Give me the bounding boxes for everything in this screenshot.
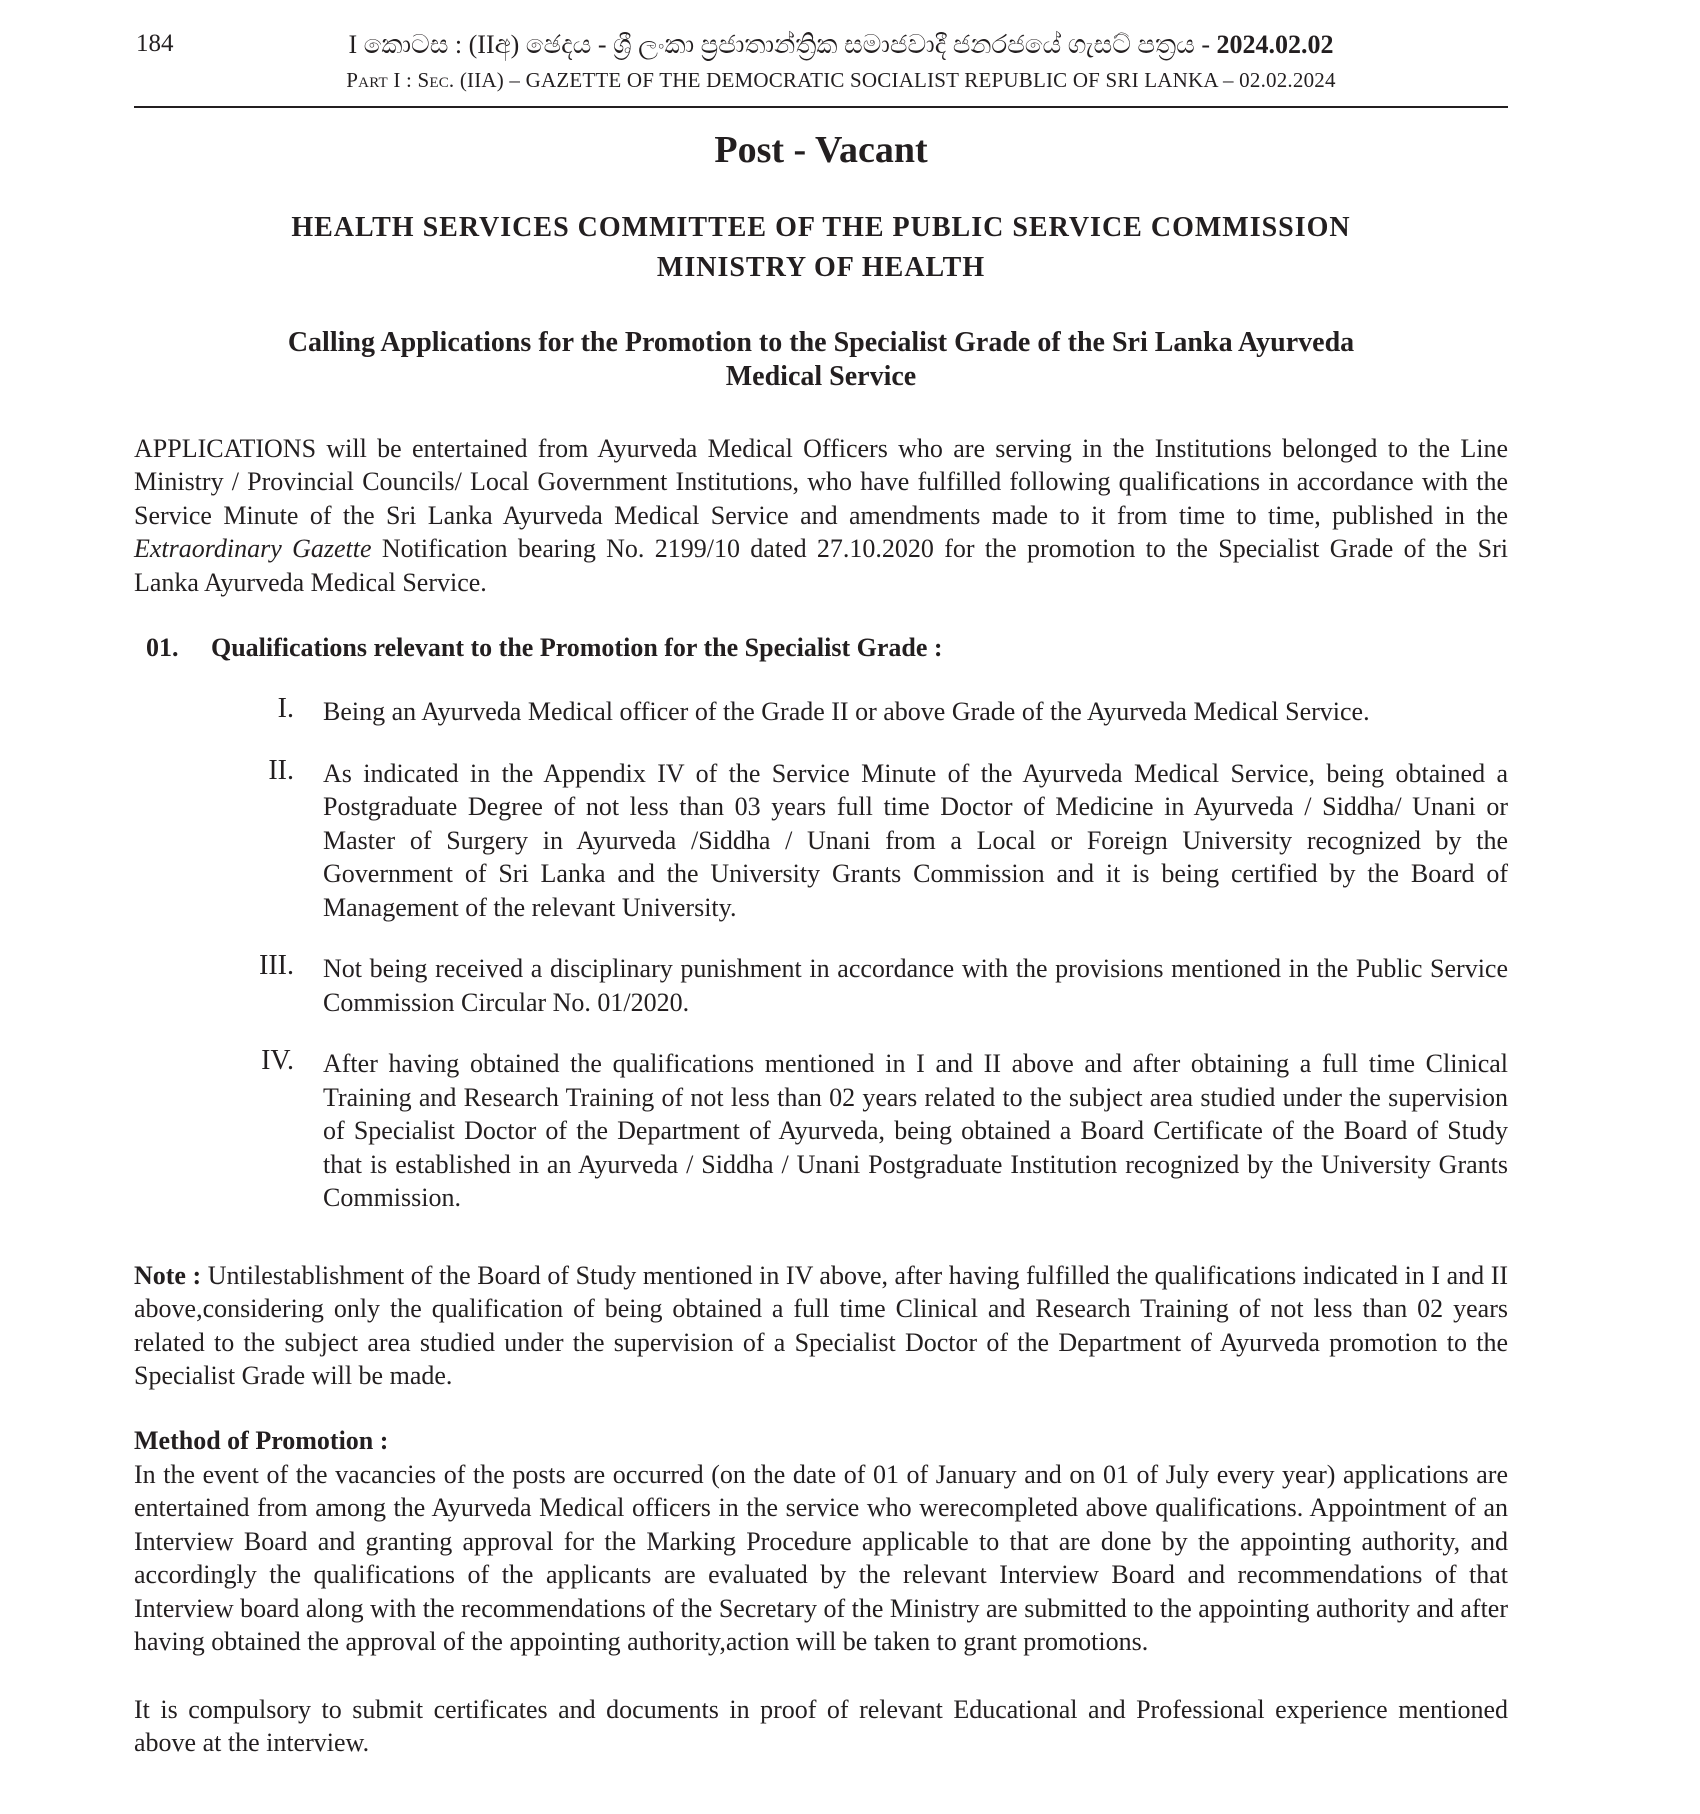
compulsory-paragraph: It is compulsory to submit certificates and documents in proof of relevant Educational and Professional experience mentioned above at the interview.	[134, 1694, 1508, 1758]
committee-line-2: MINISTRY OF HEALTH	[656, 251, 986, 283]
page-number: 184	[136, 30, 174, 57]
section-title: Qualifications relevant to the Promotion for the Specialist Grade :	[211, 633, 943, 663]
committee-line-1: HEALTH SERVICES COMMITTEE OF THE PUBLIC SERVICE COMMISSION	[291, 211, 1351, 243]
item-text: Not being received a disciplinary punishment in accordance with the provisions mentioned in the Public Service Commission Circular No. 01/2020.	[323, 954, 1508, 1017]
item-text: Being an Ayurveda Medical officer of the Grade II or above Grade of the Ayurveda Medical Service.	[323, 697, 1370, 727]
note-label: Note :	[134, 1260, 202, 1290]
note-paragraph	[134, 1259, 1508, 1393]
sinhala-title: I කොටස : (IIඅ) ඡෙදය - ශ්‍රී ලංකා ප්‍රජාතාන්ත්‍රික සමාජවාදී ජනරජයේ ගැසට් පත්‍රය -	[348, 30, 1210, 59]
qualification-list	[134, 695, 1508, 1215]
list-item	[134, 695, 1508, 729]
list-item	[134, 1047, 1508, 1215]
sinhala-header	[134, 30, 1508, 61]
method-paragraph: In the event of the vacancies of the posts are occurred (on the date of 01 of January and on 01 of July every year) applications are entertained from among the Ayurveda Medical officers in the service who werecompleted above qualifications. Appointment of an Interview Board and granting approval for the Marking Procedure applicable to that are done by the appointing authority, and accordingly the qualifications of the applicants are evaluated by the relevant Interview Board and recommendations of that Interview board along with the recommendations of the Secretary of the Ministry are submitted to the appointing authority and after having obtained the approval of the appointing authority,action will be taken to grant promotions.	[134, 1459, 1508, 1657]
item-numeral: II.	[268, 754, 294, 786]
gazette-page	[134, 0, 1508, 1760]
method-heading: Method of Promotion :	[134, 1425, 389, 1455]
english-header	[134, 68, 1508, 93]
list-item	[134, 952, 1508, 1019]
qualifications-heading	[134, 631, 1508, 665]
header-gazette-title: (IIA) – GAZETTE OF THE DEMOCRATIC SOCIALIST REPUBLIC OF SRI LANKA – 02.02.2024	[459, 68, 1336, 92]
item-text: After having obtained the qualifications mentioned in I and II above and after obtaining a full time Clinical Training and Research Training of not less than 02 years related to the subject area studied under the supervision of Specialist Doctor of the Department of Ayurveda, being obtained a Board Certificate of the Board of Study that is established in an Ayurveda / Siddha / Unani Postgraduate Institution recognized by the University Grants Commission.	[323, 1049, 1508, 1213]
intro-text-1: APPLICATIONS will be entertained from Ayurveda Medical Officers who are serving in the Institutions belonged to the Line Ministry / Provincial Councils/ Local Government Institutions, who have fulfilled following qualifications in accordance with the Service Minute of the Sri Lanka Ayurveda Medical Service and amendments made to it from time to time, published in the	[134, 433, 1508, 530]
sinhala-date: 2024.02.02	[1216, 30, 1334, 59]
note-text: Untilestablishment of the Board of Study mentioned in IV above, after having fulfilled the qualifications indicated in I and II above,considering only the qualification of being obtained a full time Clinical and Research Training of not less than 02 years related to the subject area studied under the supervision of a Specialist Doctor of the Department of Ayurveda promotion to the Specialist Grade will be made.	[134, 1260, 1509, 1391]
list-item	[134, 754, 1508, 925]
item-text: As indicated in the Appendix IV of the Service Minute of the Ayurveda Medical Service, being obtained a Postgraduate Degree of not less than 03 years full time Doctor of Medicine in Ayurveda / Siddha/ Unani or Master of Surgery in Ayurveda /Siddha / Unani from a Local or Foreign University recognized by the Government of Sri Lanka and the University Grants Commission and it is being certified by the Board of Management of the relevant University.	[323, 758, 1508, 922]
committee-heading	[134, 208, 1508, 288]
subject-line-2: Medical Service	[725, 360, 917, 392]
subject-line-1: Calling Applications for the Promotion to the Specialist Grade of the Sri Lanka Ayurveda	[287, 326, 1355, 358]
intro-paragraph	[134, 432, 1508, 600]
item-numeral: III.	[259, 950, 294, 982]
notice-title: Post - Vacant	[714, 129, 928, 171]
page-header	[134, 0, 1508, 108]
header-sec-label: Sec.	[417, 68, 455, 92]
item-numeral: IV.	[261, 1045, 294, 1077]
section-number: 01.	[146, 633, 179, 663]
header-part-number: I :	[393, 68, 413, 92]
header-part-label: Part	[346, 68, 388, 92]
intro-italic: Extraordinary Gazette	[134, 534, 372, 564]
item-numeral: I.	[277, 693, 294, 725]
intro-text-2: Notification bearing No. 2199/10 dated 27.10.2020 for the promotion to the Specialist Grade of the Sri Lanka Ayurveda Medical Service.	[134, 534, 1508, 597]
subject-heading	[134, 326, 1508, 394]
